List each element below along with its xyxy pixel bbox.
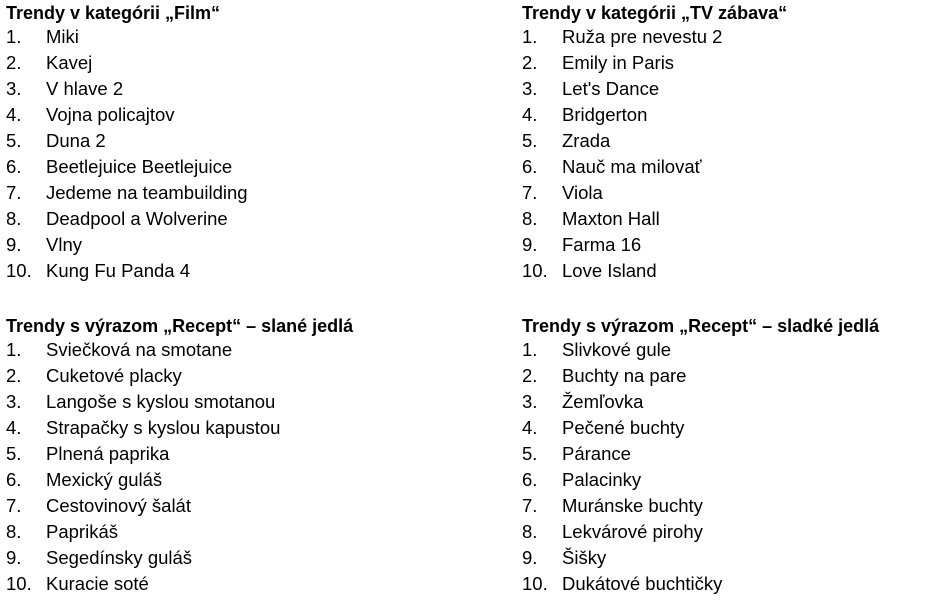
item-text: Cuketové placky [46,365,182,386]
item-rank: 8. [6,521,22,542]
item-text: Párance [562,443,631,464]
item-rank: 6. [522,156,538,177]
item-rank: 2. [522,365,538,386]
list-item [522,180,950,206]
item-rank: 3. [522,78,538,99]
item-text: Paprikáš [46,521,118,542]
list-item [522,206,950,232]
list-item [522,389,950,415]
item-rank: 2. [6,365,22,386]
list-item [522,24,950,50]
item-text: Lekvárové pirohy [562,521,703,542]
list-item [522,467,950,493]
item-text: Emily in Paris [562,52,675,73]
list-item [6,102,466,128]
list-item [6,128,466,154]
item-text: V hlave 2 [46,78,124,99]
item-text: Plnená paprika [46,443,170,464]
list-item [6,519,466,545]
list-item [6,232,466,258]
ranked-list [522,24,950,284]
item-text: Viola [562,182,603,203]
item-rank: 3. [6,391,22,412]
item-rank: 6. [6,156,22,177]
section-title: Trendy v kategórii „TV zábava“ [522,3,788,23]
item-text: Slivkové gule [562,339,672,360]
item-rank: 3. [6,78,22,99]
item-text: Let's Dance [562,78,660,99]
item-rank: 9. [522,234,538,255]
item-rank: 8. [6,208,22,229]
item-text: Žemľovka [562,391,644,412]
list-item [6,206,466,232]
list-item [6,389,466,415]
list-item [522,415,950,441]
item-text: Beetlejuice Beetlejuice [46,156,233,177]
list-item [6,545,466,571]
item-text: Sviečková na smotane [46,339,233,360]
list-item [522,102,950,128]
item-text: Miki [46,26,79,47]
item-text: Buchty na pare [562,365,687,386]
item-rank: 8. [522,208,538,229]
section-recept-slane [6,315,466,597]
list-item [522,545,950,571]
ranked-list [6,24,466,284]
list-item [6,24,466,50]
list-item [522,571,950,597]
item-text: Dukátové buchtičky [562,573,723,594]
item-rank: 8. [522,521,538,542]
item-rank: 7. [6,182,22,203]
item-rank: 1. [6,26,22,47]
item-rank: 3. [522,391,538,412]
list-item [522,493,950,519]
item-rank: 4. [6,417,22,438]
ranked-list [522,337,950,597]
item-rank: 4. [522,104,538,125]
item-text: Mexický guláš [46,469,163,490]
list-item [6,76,466,102]
list-item [6,154,466,180]
section-title: Trendy s výrazom „Recept“ – slané jedlá [6,316,354,336]
list-item [6,467,466,493]
item-rank: 7. [522,182,538,203]
item-rank: 5. [522,443,538,464]
item-rank: 4. [6,104,22,125]
list-item [522,76,950,102]
item-rank: 2. [522,52,538,73]
list-item [6,258,466,284]
item-text: Duna 2 [46,130,106,151]
item-text: Pečené buchty [562,417,685,438]
section-tv-zabava [522,2,950,284]
item-text: Love Island [562,260,657,281]
item-rank: 6. [522,469,538,490]
item-rank: 9. [6,234,22,255]
section-title: Trendy v kategórii „Film“ [6,3,221,23]
item-rank: 1. [6,339,22,360]
list-item [522,154,950,180]
list-item [522,128,950,154]
item-rank: 9. [522,547,538,568]
list-item [522,363,950,389]
list-item [6,415,466,441]
item-rank: 2. [6,52,22,73]
section-recept-sladke [522,315,950,597]
item-text: Vlny [46,234,82,255]
item-text: Palacinky [562,469,642,490]
item-rank: 10. [522,260,548,281]
section-film [6,2,466,284]
item-rank: 5. [522,130,538,151]
list-item [522,50,950,76]
section-title: Trendy s výrazom „Recept“ – sladké jedlá [522,316,880,336]
item-rank: 1. [522,339,538,360]
item-text: Šišky [562,547,607,568]
list-item [6,337,466,363]
item-text: Segedínsky guláš [46,547,193,568]
item-text: Langoše s kyslou smotanou [46,391,276,412]
item-text: Kung Fu Panda 4 [46,260,190,281]
item-rank: 7. [522,495,538,516]
item-text: Maxton Hall [562,208,660,229]
item-rank: 10. [522,573,548,594]
item-text: Zrada [562,130,611,151]
list-item [6,363,466,389]
list-item [6,50,466,76]
list-item [522,258,950,284]
item-rank: 9. [6,547,22,568]
item-text: Jedeme na teambuilding [46,182,248,203]
list-item [522,519,950,545]
item-text: Vojna policajtov [46,104,175,125]
item-text: Strapačky s kyslou kapustou [46,417,281,438]
item-text: Bridgerton [562,104,648,125]
item-text: Farma 16 [562,234,642,255]
item-rank: 10. [6,573,32,594]
ranked-list [6,337,466,597]
item-text: Kuracie soté [46,573,149,594]
item-rank: 10. [6,260,32,281]
list-item [6,180,466,206]
item-text: Nauč ma milovať [562,156,702,177]
item-rank: 6. [6,469,22,490]
item-rank: 5. [6,443,22,464]
item-rank: 1. [522,26,538,47]
list-item [6,441,466,467]
item-text: Deadpool a Wolverine [46,208,228,229]
item-rank: 4. [522,417,538,438]
list-item [6,493,466,519]
list-item [522,337,950,363]
list-item [6,571,466,597]
list-item [522,232,950,258]
item-text: Ruža pre nevestu 2 [562,26,723,47]
list-item [522,441,950,467]
item-text: Kavej [46,52,93,73]
item-rank: 7. [6,495,22,516]
item-rank: 5. [6,130,22,151]
item-text: Cestovinový šalát [46,495,191,516]
item-text: Muránske buchty [562,495,703,516]
